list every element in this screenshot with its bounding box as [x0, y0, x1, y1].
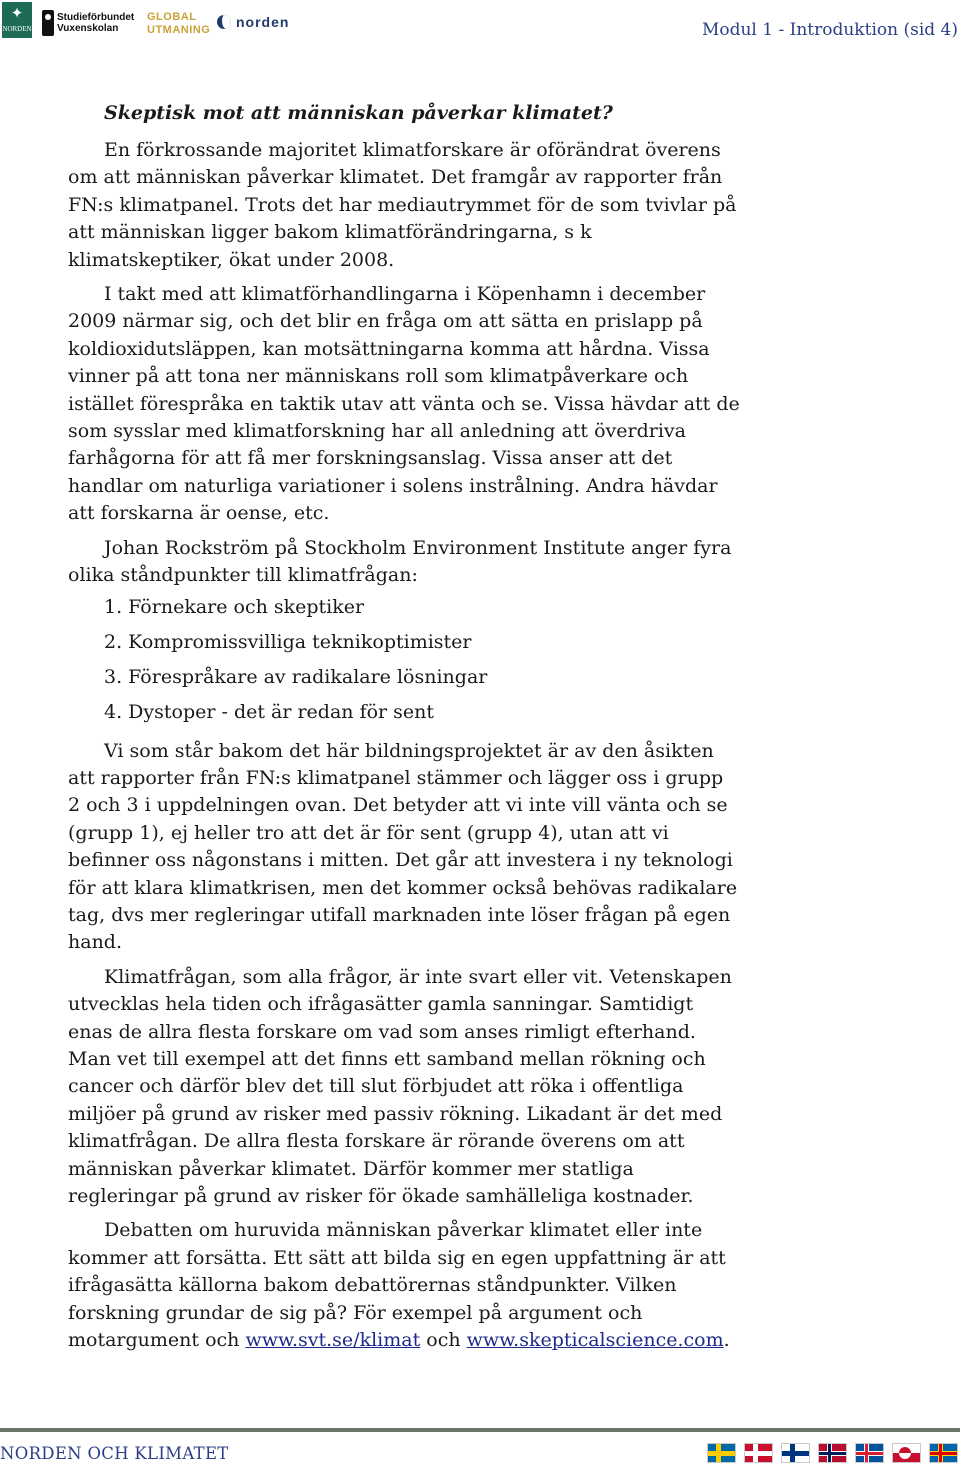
norway-flag-icon	[818, 1443, 847, 1463]
norden-logo: ✦ NORDEN	[2, 2, 32, 38]
studieforbundet-logo: Studieförbundet Vuxenskolan	[42, 6, 134, 40]
finland-flag-icon	[781, 1443, 810, 1463]
footer-divider	[0, 1428, 960, 1432]
denmark-flag-icon	[744, 1443, 773, 1463]
list-item: 1. Förnekare och skeptiker	[104, 595, 365, 618]
skepticalscience-link[interactable]: www.skepticalscience.com	[466, 1329, 724, 1352]
list-item: 3. Förespråkare av radikalare lösningar	[104, 665, 488, 688]
paragraph: Johan Rockström på Stockholm Environment Institute anger fyra olika ståndpunkter till klimatfrågan:	[68, 536, 732, 587]
paragraph: Klimatfrågan, som alla frågor, är inte svart eller vit. Vetenskapen utvecklas hela tiden och ifrågasätter gamla sanningar. Samtidigt enas de allra flesta forskare om vad som anses rimligt efterhand. Man vet till exempel att det finns ett samband mellan rökning och cancer och därför blev det till slut förbjudet att röka i offentliga miljöer på grund av risker med passiv rökning. Likadant är det med klimatfrågan. De allra flesta forskare är rörande överens om att människan påverkar klimatet. Därför kommer mer statliga regleringar på grund av risker för ökade samhälleliga kostnader.	[68, 965, 732, 1207]
article-body	[68, 100, 740, 1361]
svt-klimat-link[interactable]: www.svt.se/klimat	[245, 1329, 421, 1352]
sweden-flag-icon	[707, 1443, 736, 1463]
page-footer	[0, 1436, 960, 1469]
section-heading: Skeptisk mot att människan påverkar klimatet?	[104, 102, 613, 124]
nordic-swirl-icon	[217, 15, 231, 29]
iceland-flag-icon	[855, 1443, 884, 1463]
global-utmaning-logo: GLOBAL UTMANING	[147, 11, 211, 36]
paragraph-with-links: Debatten om huruvida människan påverkar klimatet eller inte kommer att forsätta. Ett sätt att bilda sig en egen uppfattning är att ifrågasätta källorna bakom debattörernas ståndpunkter. Vilken forskning grundar de sig på? För exempel på argument och motargument och www.svt.se/klimat och www.skepticalscience.com.	[68, 1219, 730, 1352]
aland-flag-icon	[929, 1443, 958, 1463]
list-item: 4. Dystoper - det är redan för sent	[104, 700, 435, 723]
paragraph: I takt med att klimatförhandlingarna i Köpenhamn i december 2009 närmar sig, och det blir en fråga om att sätta en prislapp på koldioxidutsläppen, kan motsättningarna komma att hårdna. Vissa vinner på att tona ner människans roll som klimatpåverkare och istället förespråka en taktik utav att vänta och se. Vissa hävdar att de som sysslar med klimatforskning har all anledning att överdriva farhågorna för att få mer forskningsanslag. Vissa anser att det handlar om naturliga variationer i solens instrålning. Andra hävdar att forskarna är oense, etc.	[68, 283, 740, 525]
greenland-flag-icon	[892, 1443, 921, 1463]
running-head: Modul 1 - Introduktion (sid 4)	[701, 20, 958, 40]
sfv-mark-icon	[42, 10, 54, 36]
page-header	[0, 0, 960, 50]
paragraph: En förkrossande majoritet klimatforskare är oförändrat överens om att människan påverkar klimatet. Det framgår av rapporter från FN:s klimatpanel. Trots det har mediautrymmet för de som tvivlar på att människan ligger bakom klimatförändringarna, s k klimatskeptiker, ökat under 2008.	[68, 139, 737, 271]
nordic-council-logo: norden	[217, 14, 289, 30]
nordic-flags	[699, 1443, 958, 1463]
list-item: 2. Kompromissvilliga teknikoptimister	[104, 630, 472, 653]
standpoint-list	[68, 590, 740, 730]
footer-title: NORDEN OCH KLIMATET	[0, 1444, 229, 1463]
paragraph: Vi som står bakom det här bildningsprojektet är av den åsikten att rapporter från FN:s klimatpanel stämmer och lägger oss i grupp 2 och 3 i uppdelningen ovan. Det betyder att vi inte vill vänta och se (grupp 1), ej heller tro att det är för sent (grupp 4), utan att vi befinner oss någonstans i mitten. Det går att investera i ny teknologi för att klara klimatkrisen, men det kommer också behövas radikalare tag, dvs mer regleringar utifall marknaden inte löser frågan på egen hand.	[68, 739, 738, 954]
swan-icon: ✦	[10, 4, 24, 22]
